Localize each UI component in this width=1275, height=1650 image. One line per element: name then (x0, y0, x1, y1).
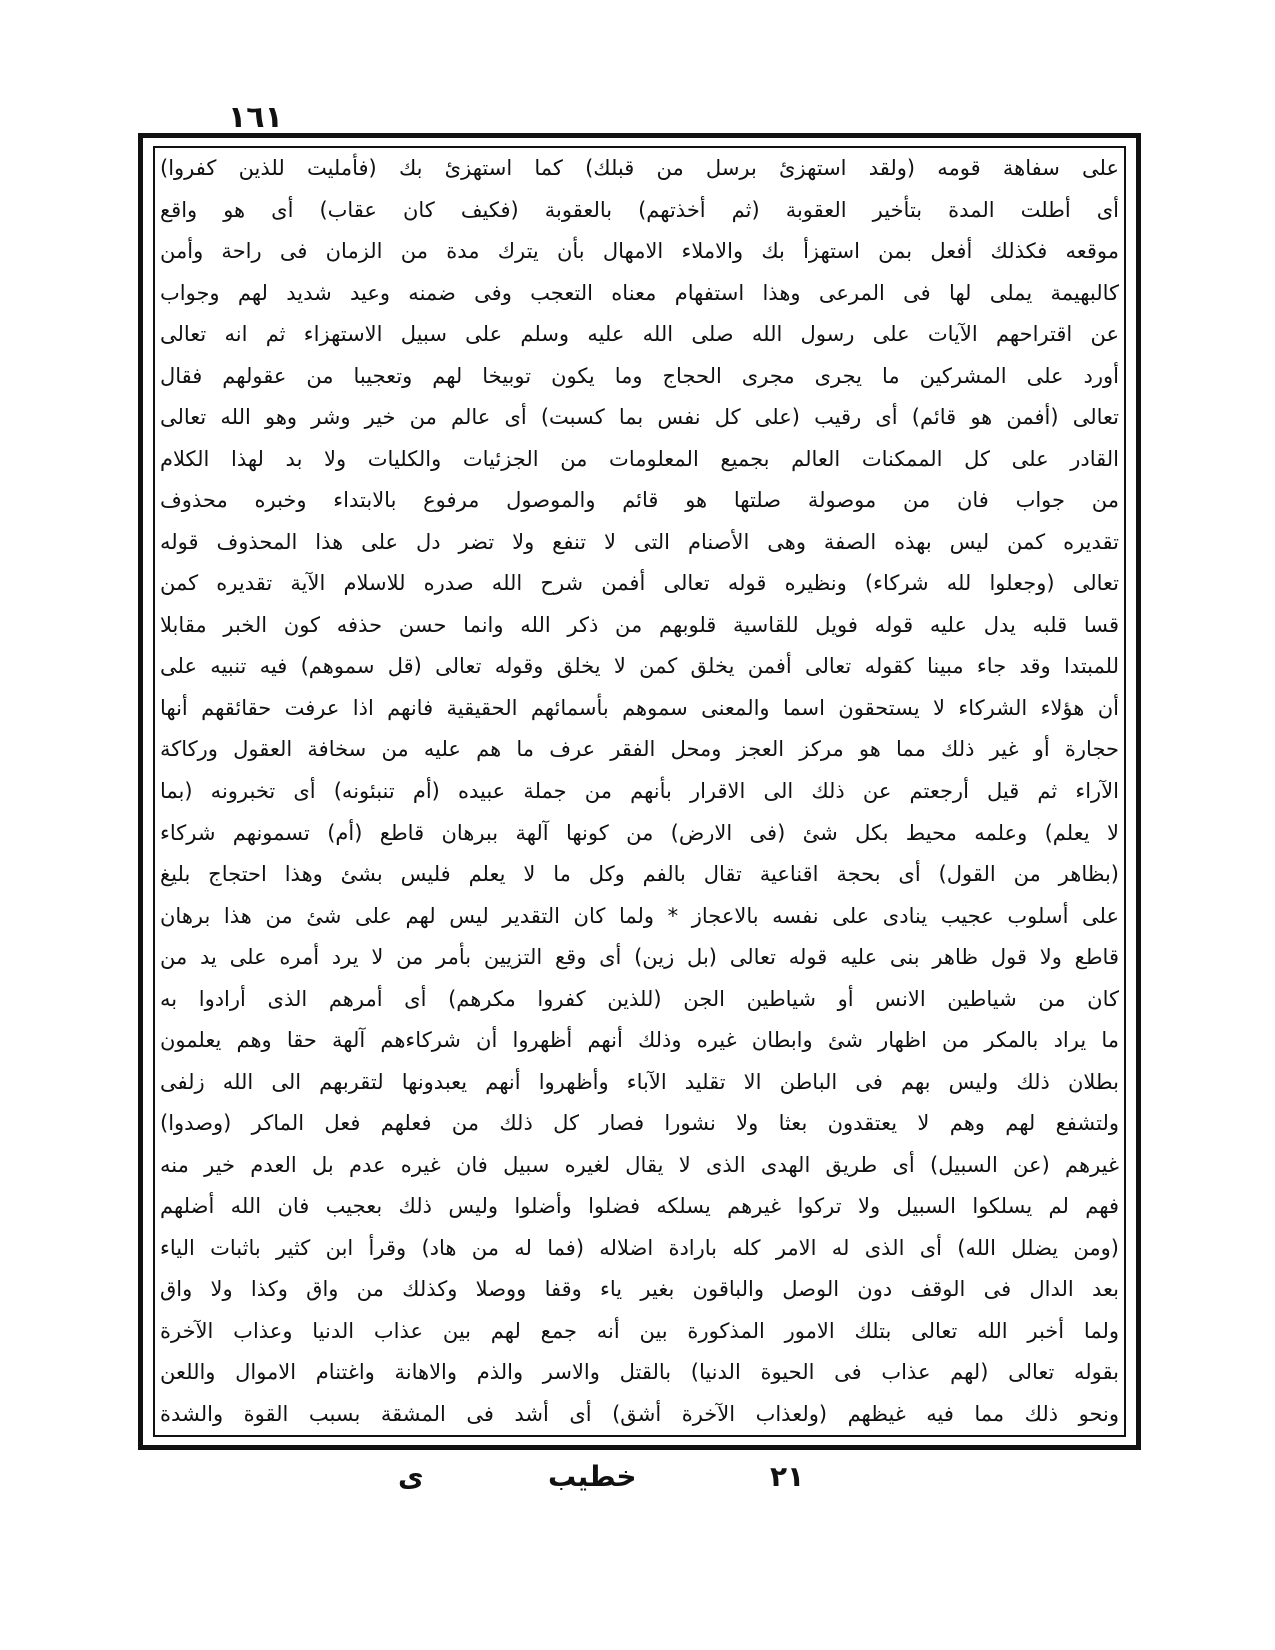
text-line: قسا قلبه يدل عليه قوله فويل للقاسية قلوبهم من ذكر الله وانما حسن حذفه كون الخبر مقابلا (160, 612, 1119, 637)
text-line: عن اقتراحهم الآيات على رسول الله صلى الله عليه وسلم على سبيل الاستهزاء ثم انه تعالى (160, 322, 1119, 347)
text-line: كان من شياطين الانس أو شياطين الجن (للذين كفروا مكرهم) أى أمرهم الذى أرادوا به (160, 986, 1119, 1011)
text-line: أورد على المشركين ما يجرى مجرى الحجاج وما يكون توبيخا لهم وتعجيبا من عقولهم فقال (160, 363, 1119, 388)
text-line: بقوله تعالى (لهم عذاب فى الحيوة الدنيا) بالقتل والاسر والذم والاهانة واغتنام الاموال واللعن (160, 1360, 1119, 1385)
text-line: ولتشفع لهم وهم لا يعتقدون بعثا ولا نشورا فصار كل ذلك من فعلهم فعل الماكر (وصدوا) (160, 1111, 1119, 1136)
text-line: (بظاهر من القول) أى بحجة اقناعية تقال بالفم وكل ما لا يعلم فليس بشئ وهذا احتجاج بليغ (160, 862, 1119, 887)
text-line: أى أطلت المدة بتأخير العقوبة (ثم أخذتهم) بالعقوبة (فكيف كان عقاب) أى هو واقع (160, 197, 1119, 222)
text-line: على سفاهة قومه (ولقد استهزئ برسل من قبلك) كما استهزئ بك (فأمليت للذين كفروا) (160, 156, 1119, 180)
footer-signature-letter: ى (398, 1460, 424, 1493)
text-line: القادر على كل الممكنات العالم بجميع المعلومات من الجزئيات والكليات ولا بد لهذا الكلام (160, 446, 1119, 471)
text-line: غيرهم (عن السبيل) أى طريق الهدى الذى لا يقال لغيره سبيل فان غيره عدم بل العدم خير منه (160, 1152, 1119, 1177)
text-line: موقعه فكذلك أفعل بمن استهزأ بك والاملاء الامهال بأن يترك مدة من الزمان فى راحة وأمن (160, 239, 1119, 264)
main-text-body (160, 150, 1119, 1433)
text-line: من جواب فان من موصولة صلتها هو قائم والموصول مرفوع بالابتداء وخبره محذوف (160, 488, 1119, 513)
text-line: قاطع ولا قول ظاهر بنى عليه قوله تعالى (بل زين) أى وقع التزيين بأمر من لا يرد أمره على يد من (160, 945, 1119, 970)
footer-catchword: خطيب (548, 1460, 637, 1493)
text-line: كالبهيمة يملى لها فى المرعى وهذا استفهام معناه التعجب وفى ضمنه وعيد شديد لهم وجواب (160, 280, 1119, 305)
page-number: ١٦١ (228, 100, 283, 135)
text-line: على أسلوب عجيب ينادى على نفسه بالاعجاز * ولما كان التقدير ليس لهم على شئ من هذا برهان (160, 903, 1119, 928)
text-line: الآراء ثم قيل أرجعتم عن ذلك الى الاقرار بأنهم من جملة عبيده (أم تنبئونه) أى تخبرونه (بما (160, 778, 1119, 803)
footer-signature-number: ٢١ (770, 1460, 805, 1493)
text-line: بطلان ذلك وليس بهم فى الباطن الا تقليد الآباء وأظهروا أنهم يعبدونها لتقربهم الى الله زلفى (160, 1069, 1119, 1094)
text-line: فهم لم يسلكوا السبيل ولا تركوا غيرهم يسلكه فضلوا وأضلوا وليس ذلك بعجيب فان الله أضلهم (160, 1194, 1119, 1219)
text-line: للمبتدا وقد جاء مبينا كقوله تعالى أفمن يخلق كمن لا يخلق وقوله تعالى (قل سموهم) فيه تنبيه على (160, 654, 1119, 679)
text-line: حجارة أو غير ذلك مما هو مركز العجز ومحل الفقر عرف ما هم عليه من سخافة العقول وركاكة (160, 737, 1119, 762)
text-line: بعد الدال فى الوقف دون الوصل والباقون بغير ياء وقفا ووصلا وكذلك من واق وكذا ولا واق (160, 1277, 1119, 1302)
text-line: تعالى (وجعلوا لله شركاء) ونظيره قوله تعالى أفمن شرح الله صدره للاسلام الآية تقديره كمن (160, 571, 1119, 596)
text-line: أن هؤلاء الشركاء لا يستحقون اسما والمعنى سموهم بأسمائهم الحقيقية فانهم اذا عرفت حقائقهم أنها (160, 695, 1119, 720)
text-line: تعالى (أفمن هو قائم) أى رقيب (على كل نفس بما كسبت) أى عالم من خير وشر وهو الله تعالى (160, 405, 1119, 430)
text-line: ونحو ذلك مما فيه غيظهم (ولعذاب الآخرة أشق) أى أشد فى المشقة بسبب القوة والشدة (160, 1401, 1119, 1426)
text-line: ولما أخبر الله تعالى بتلك الامور المذكورة بين أنه جمع لهم بين عذاب الدنيا وعذاب الآخرة (160, 1318, 1119, 1343)
text-line: لا يعلم) وعلمه محيط بكل شئ (فى الارض) من كونها آلهة ببرهان قاطع (أم) تسمونهم شركاء (160, 820, 1119, 845)
text-line: تقديره كمن ليس بهذه الصفة وهى الأصنام التى لا تنفع ولا تضر دل على هذا المحذوف قوله (160, 529, 1119, 554)
text-line: ما يراد بالمكر من اظهار شئ وابطان غيره وذلك أنهم أظهروا أن شركاءهم آلهة حقا وهم يعلمون (160, 1028, 1119, 1053)
text-line: (ومن يضلل الله) أى الذى له الامر كله بارادة اضلاله (فما له من هاد) وقرأ ابن كثير باثبات الياء (160, 1235, 1119, 1260)
